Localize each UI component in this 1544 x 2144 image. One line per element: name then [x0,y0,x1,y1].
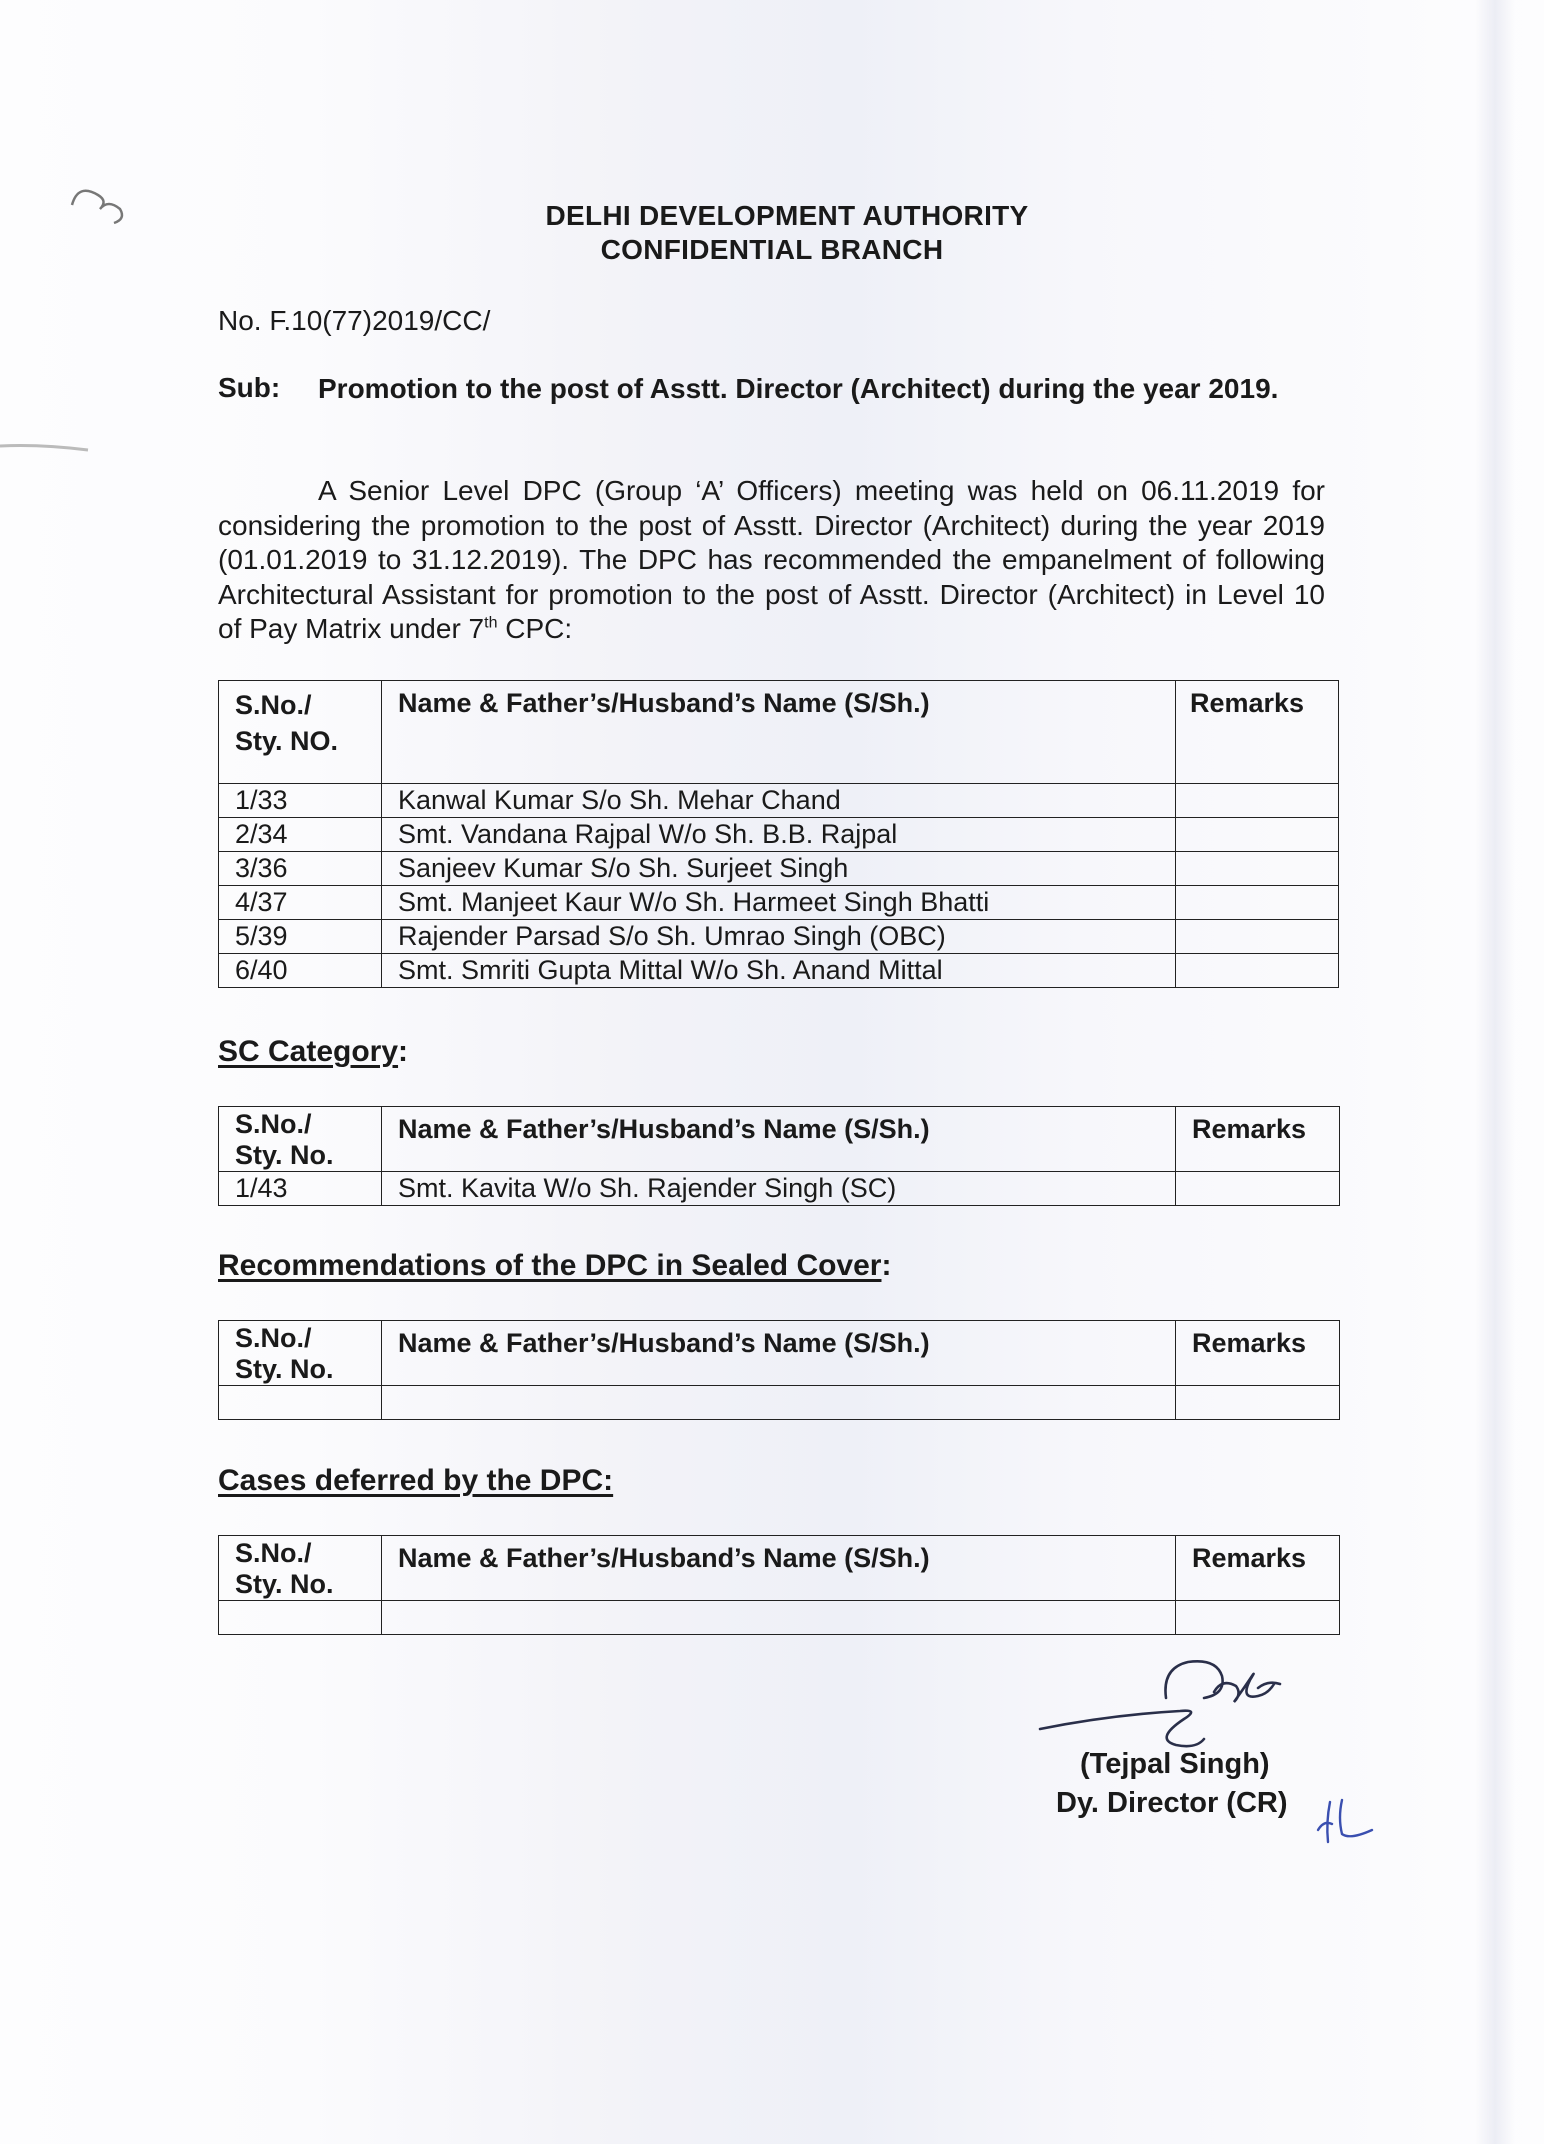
table-header-row [219,1321,1340,1386]
paragraph-main: A Senior Level DPC (Group ‘A’ Officers) meeting was held on 06.11.2019 for considering the promotion to the post of Asstt. Director (Architect) during the year 2019 (01.01.2019 to 31.12.2019). The DPC has recommended the empanelment of following Architectural Assistant for promotion to the post of Asstt. Director (Architect) in Level 10 of Pay Matrix under 7 [218,475,1325,644]
table-row [219,954,1339,988]
promotion-table [218,680,1339,988]
header-remarks: Remarks [1176,1536,1340,1601]
paragraph-superscript: th [484,614,498,632]
promotion-table-body [219,784,1339,988]
table-header-row [219,1107,1340,1172]
sealed-heading-text: Recommendations of the DPC in Sealed Cover [218,1249,882,1282]
table-header-row [219,681,1339,784]
cell-sno: 6/40 [219,954,382,988]
cell-sno: 1/43 [219,1172,382,1206]
sealed-cover-table [218,1320,1340,1420]
table-row-empty [219,1386,1340,1420]
deferred-cases-heading [218,1464,613,1498]
cell-remarks [1176,1601,1340,1635]
table-row [219,886,1339,920]
header-sno-line2: Sty. NO. [235,726,339,756]
header-sno-line2: Sty. No. [235,1140,334,1170]
header-sno-line1: S.No./ [235,690,312,720]
cell-remarks [1176,954,1339,988]
cell-name: Rajender Parsad S/o Sh. Umrao Singh (OBC) [382,920,1176,954]
header-sno-line2: Sty. No. [235,1354,334,1384]
cell-remarks [1176,784,1339,818]
cell-sno: 5/39 [219,920,382,954]
table-row [219,1172,1340,1206]
cell-name [382,1601,1176,1635]
table-row-empty [219,1601,1340,1635]
cell-remarks [1176,920,1339,954]
sc-heading-text: SC Category [218,1035,399,1068]
cell-name: Smt. Smriti Gupta Mittal W/o Sh. Anand Mittal [382,954,1176,988]
header-remarks: Remarks [1176,1107,1340,1172]
sc-table [218,1106,1340,1206]
table-header-row [219,1536,1340,1601]
scan-edge-mark [0,446,88,451]
cell-remarks [1176,818,1339,852]
header-sno [219,1321,382,1386]
table-row [219,852,1339,886]
signatory-name: (Tejpal Singh) [1080,1748,1270,1780]
cell-name [382,1386,1176,1420]
header-sno [219,1536,382,1601]
cell-remarks [1176,852,1339,886]
cell-sno: 1/33 [219,784,382,818]
header-sno-line1: S.No./ [235,1109,312,1139]
subject-label: Sub: [218,372,281,403]
initials-graphic [1318,1800,1372,1842]
branch-name: CONFIDENTIAL BRANCH [600,234,944,265]
sc-heading-suffix: : [398,1035,409,1068]
cell-name: Smt. Kavita W/o Sh. Rajender Singh (SC) [382,1172,1176,1206]
signatory-designation: Dy. Director (CR) [1056,1787,1288,1819]
header-sno [219,681,382,784]
paragraph-end: CPC: [497,613,573,644]
header-name: Name & Father’s/Husband’s Name (S/Sh.) [382,1536,1176,1601]
header-name: Name & Father’s/Husband’s Name (S/Sh.) [382,1321,1176,1386]
cell-sno: 3/36 [219,852,382,886]
header-name: Name & Father’s/Husband’s Name (S/Sh.) [382,1107,1176,1172]
table-row [219,920,1339,954]
cell-sno: 4/37 [219,886,382,920]
sealed-cover-heading [218,1249,891,1283]
sealed-heading-suffix: : [881,1249,892,1282]
subject-text: Promotion to the post of Asstt. Director (Architect) during the year 2019. [318,373,1279,404]
cell-remarks [1176,886,1339,920]
cell-remarks [1176,1172,1340,1206]
cell-sno [219,1601,382,1635]
header-sno-line1: S.No./ [235,1538,312,1568]
header-sno [219,1107,382,1172]
deferred-table [218,1535,1340,1635]
file-number: No. F.10(77)2019/CC/ [218,305,491,336]
signature-graphic [1040,1661,1280,1746]
sc-category-heading [218,1035,408,1069]
header-sno-line1: S.No./ [235,1323,312,1353]
header-name: Name & Father’s/Husband’s Name (S/Sh.) [382,681,1176,784]
table-row [219,784,1339,818]
cell-sno: 2/34 [219,818,382,852]
header-sno-line2: Sty. No. [235,1569,334,1599]
cell-name: Sanjeev Kumar S/o Sh. Surjeet Singh [382,852,1176,886]
cell-name: Smt. Vandana Rajpal W/o Sh. B.B. Rajpal [382,818,1176,852]
cell-name: Smt. Manjeet Kaur W/o Sh. Harmeet Singh Bhatti [382,886,1176,920]
header-remarks: Remarks [1176,1321,1340,1386]
cell-remarks [1176,1386,1340,1420]
deferred-heading-text: Cases deferred by the DPC: [218,1464,614,1497]
header-remarks: Remarks [1176,681,1339,784]
cell-name: Kanwal Kumar S/o Sh. Mehar Chand [382,784,1176,818]
organization-name: DELHI DEVELOPMENT AUTHORITY [545,200,1029,231]
cell-sno [219,1386,382,1420]
table-row [219,818,1339,852]
body-paragraph [218,474,1325,647]
